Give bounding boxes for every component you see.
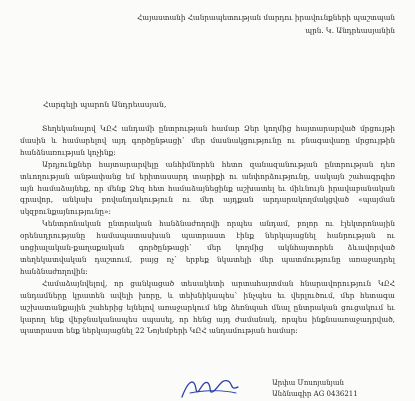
paragraph-1: Տեղեկանալով ԿԸՀ անդամի ընտրության համար Ձեր կողմից հայտարարված մրցույթի մասին և համարելով այդ գործընթացի` մեր մասնակցությունը ու բնագավառը մրցույթին հանձնառության կոչինք: — [20, 124, 395, 157]
salutation: Հարգելի պարոն Անդրեասյան, — [43, 100, 167, 109]
paragraph-4: Համաձայնվելով, որ ցանկացած տեսակետի արտահայտման հնարավորություն ԿԸՀ անդամները կրատեն ավելի խորը, և տեխնիկապես` ինչպես եւ վերլուծում, մեր հետագա աշխատանքային շահերից ելնելով առաջարկում ենք ձեռնպահ մնալ ընտրական ցուցակում եւ կարող ենք վերջնականապես սպասել, որ հենց այդ ժամանակ, որպես ինքնաառաջադրված, պատրաստ ենք ներկայացնել 22 Նոյեմբերի ԿԸՀ անդամության համար: — [20, 278, 395, 336]
signer-name: Արփա Մոսոյանյան — [272, 379, 344, 387]
letter-body — [20, 123, 395, 337]
signer-block — [272, 378, 358, 400]
paragraph-2: Արդյունքներ հայտարարվելը անհիմնորեն հետո զանազանության ընտրության դեռ տևողության անթափանց եմ երիտասարդ տարիքի ու անփորձությունը, սակայն շահագրգիռ այն համաձայնեք, որ մենք Ձեզ հետ համաձայնեցինք աշխատել եւ միևնույն իրավաբանական գրավոր, անկախ բովանդակություն ու մեր այդքան արդարակողմակցված «պայման սկզբունքայնությունը»: — [20, 159, 395, 217]
signer-passport: Անձնագիր AG 0436211 — [272, 390, 358, 398]
paragraph-3: Կենտրոնական ընտրական հանձնաժողովի որպես անդամ, բոլոր ու էլեկտրոնային օրենսդրությանը համապատասխան պատրաստ էինք ներկայացնել հանրության ու սոցիալական-քաղաքական գործընթացի` մեր կողմից ակնհայտորեն ձևավորված տեղեկատվական դաշտում, բայց ոչ` երբեք նկատելի մեր պատմությունը առաջադրել հանձնաժողովին: — [20, 219, 395, 276]
letter-header — [15, 11, 395, 37]
handwritten-signature — [178, 373, 243, 401]
recipient-title: Հայաստանի Հանրապետության մարդու իրավունքների պաշտպան — [137, 13, 395, 22]
recipient-name: պրն. Կ. Անդրեասյանին — [305, 26, 395, 35]
